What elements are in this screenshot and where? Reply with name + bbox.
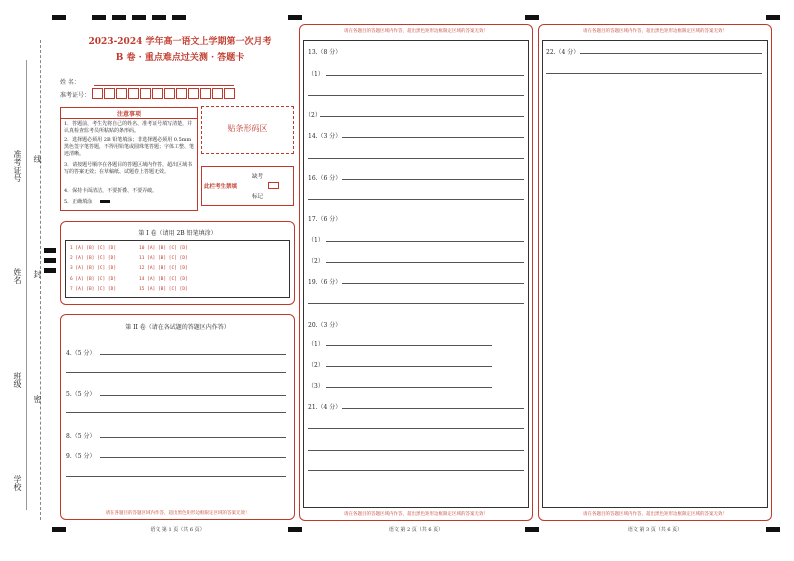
- notes-divider: [61, 118, 197, 119]
- column3-notice: 请在各题目的答题区域内作答，超出黑色矩形边框限定区域的答案无效！: [583, 29, 727, 34]
- answer-line[interactable]: [66, 372, 286, 373]
- side-label-bj: 班级: [13, 372, 22, 388]
- registration-mark: [44, 258, 56, 263]
- column3-answer-box: [542, 40, 768, 508]
- name-label: 姓 名：: [60, 79, 80, 86]
- registration-mark: [766, 15, 780, 20]
- answer-line[interactable]: [100, 437, 286, 438]
- answer-line[interactable]: [308, 95, 524, 96]
- q13-part2: （2）: [305, 112, 321, 119]
- page-number-2: 语文 第 2 页（共 6 页）: [388, 527, 444, 533]
- absent-line2: 标记: [252, 194, 264, 200]
- question-8: 8.（5 分）: [66, 433, 96, 440]
- q17-part1: （1）: [308, 237, 324, 244]
- q17-part2: （2）: [308, 258, 324, 265]
- bubble-row[interactable]: 14 [A] [B] [C] [D]: [139, 277, 188, 282]
- registration-mark: [525, 15, 539, 20]
- notes-item-2: 2．选择题必须用 2B 铅笔填涂；非选择题必须用 0.5mm 黑色签字笔答题，不得用铅笔或圆珠笔答题；字体工整、笔迹清晰。: [64, 137, 195, 157]
- bubble-row[interactable]: 10 [A] [B] [C] [D]: [139, 246, 188, 251]
- registration-mark: [112, 15, 126, 20]
- registration-mark: [152, 15, 166, 20]
- answer-line[interactable]: [580, 53, 762, 54]
- answer-line[interactable]: [326, 345, 492, 346]
- answer-line[interactable]: [308, 303, 524, 304]
- section1-title: 第 I 卷（请用 2B 铅笔填涂）: [138, 230, 217, 237]
- side-label-xian: 线: [33, 155, 42, 163]
- bubble-row[interactable]: 7 [A] [B] [C] [D]: [70, 287, 117, 292]
- notes-item-3: 3．请按题号顺序在各题目的答题区域内作答，超出区域书写的答案无效；在草稿纸、试题卷上答题无效。: [64, 162, 193, 175]
- question-4: 4.（5 分）: [66, 350, 96, 357]
- section2-title: 第 II 卷（请在各试题的答题区内作答）: [125, 324, 230, 331]
- notes-item-5: 5．正确填涂: [64, 199, 93, 205]
- q20-part2: （2）: [308, 362, 324, 369]
- question-9: 9.（5 分）: [66, 453, 96, 460]
- id-label: 准考证号：: [60, 92, 91, 99]
- answer-line[interactable]: [326, 241, 524, 242]
- registration-mark: [44, 268, 56, 273]
- answer-line[interactable]: [308, 470, 524, 471]
- side-label-zkzh: 准考证号: [13, 150, 22, 182]
- registration-mark: [92, 15, 106, 20]
- answer-line[interactable]: [320, 116, 524, 117]
- question-5: 5.（5 分）: [66, 391, 96, 398]
- page-number-1: 语文 第 1 页（共 6 页）: [150, 527, 205, 533]
- answer-line[interactable]: [308, 158, 524, 159]
- notes-title: 注意事项: [116, 111, 141, 118]
- bubble-row[interactable]: 12 [A] [B] [C] [D]: [139, 266, 188, 271]
- footer-notice-2: 请在各题目的答题区域内作答，超出黑色矩形边框限定区域的答案无效！: [344, 512, 488, 517]
- answer-line[interactable]: [326, 75, 524, 76]
- q20-part3: （3）: [308, 383, 324, 390]
- answer-line[interactable]: [326, 387, 492, 388]
- question-19: 19.（6 分）: [308, 279, 342, 286]
- side-label-feng: 封: [33, 270, 42, 278]
- bubble-row[interactable]: 6 [A] [B] [C] [D]: [70, 277, 117, 282]
- side-field-line: [26, 60, 27, 510]
- question-20: 20.（3 分）: [308, 322, 342, 329]
- page-title: 2023-2024 学年高一语文上学期第一次月考: [88, 37, 272, 47]
- answer-line[interactable]: [546, 73, 762, 74]
- registration-mark: [44, 248, 56, 253]
- answer-line[interactable]: [342, 179, 524, 180]
- question-17: 17.（6 分）: [308, 216, 342, 223]
- side-label-xx: 学校: [13, 475, 22, 491]
- bubble-row[interactable]: 11 [A] [B] [C] [D]: [139, 256, 188, 261]
- absent-label: 此栏考生禁填: [204, 184, 238, 190]
- registration-mark: [288, 15, 302, 20]
- answer-line[interactable]: [342, 137, 524, 138]
- bubble-row[interactable]: 3 [A] [B] [C] [D]: [70, 266, 117, 271]
- registration-mark: [172, 15, 186, 20]
- footer-notice-3: 请在各题目的答题区域内作答，超出黑色矩形边框限定区域的答案无效！: [583, 512, 727, 517]
- binding-line: [40, 40, 41, 520]
- answer-line[interactable]: [308, 428, 524, 429]
- answer-line[interactable]: [100, 354, 286, 355]
- filled-sample-icon: [100, 200, 110, 203]
- page-subtitle: B 卷 · 重点难点过关测 · 答题卡: [115, 53, 245, 63]
- page-number-3: 语文 第 3 页（共 6 页）: [627, 527, 683, 533]
- id-number-cells[interactable]: [92, 88, 236, 99]
- answer-line[interactable]: [308, 199, 524, 200]
- registration-mark: [132, 15, 146, 20]
- answer-line[interactable]: [66, 476, 286, 477]
- absent-line1: 缺考: [252, 174, 264, 180]
- registration-mark: [52, 15, 66, 20]
- answer-line[interactable]: [342, 408, 524, 409]
- answer-line[interactable]: [100, 457, 286, 458]
- question-14: 14.（3 分）: [308, 133, 342, 140]
- footer-notice-1: 请在各题目的答题区域内作答，超出黑色矩形边框限定区域的答案无效！: [105, 511, 250, 516]
- side-label-xm: 姓名: [13, 268, 22, 284]
- answer-line[interactable]: [342, 283, 524, 284]
- bubble-row[interactable]: 2 [A] [B] [C] [D]: [70, 256, 117, 261]
- question-22: 22.（4 分）: [546, 49, 580, 56]
- answer-line[interactable]: [100, 395, 286, 396]
- absent-checkbox[interactable]: [268, 182, 279, 189]
- column2-answer-box: [303, 40, 529, 508]
- bubble-row[interactable]: 15 [A] [B] [C] [D]: [139, 287, 188, 292]
- q13-part1: （1）: [308, 71, 324, 78]
- answer-line[interactable]: [66, 412, 286, 413]
- side-label-mi: 密: [33, 395, 42, 403]
- bubble-row[interactable]: 1 [A] [B] [C] [D]: [70, 246, 117, 251]
- answer-line[interactable]: [308, 450, 524, 451]
- question-21: 21.（4 分）: [308, 404, 342, 411]
- name-field[interactable]: [94, 85, 234, 86]
- q20-part1: （1）: [308, 341, 324, 348]
- barcode-label: 贴条形码区: [227, 124, 268, 133]
- answer-line[interactable]: [326, 366, 492, 367]
- section2-box: [60, 314, 295, 520]
- column2-notice: 请在各题目的答题区域内作答，超出黑色矩形边框限定区域的答案无效！: [344, 29, 488, 34]
- notes-item-4: 4．保持卡面清洁，不要折叠、不要弄破。: [64, 188, 158, 194]
- question-13: 13.（8 分）: [308, 49, 342, 56]
- question-16: 16.（6 分）: [308, 175, 342, 182]
- answer-line[interactable]: [326, 262, 524, 263]
- notes-item-1: 1．答题前，考生先将自己的姓名、准考证号填写清楚，并认真检查监考员所粘贴的条形码。: [64, 121, 193, 134]
